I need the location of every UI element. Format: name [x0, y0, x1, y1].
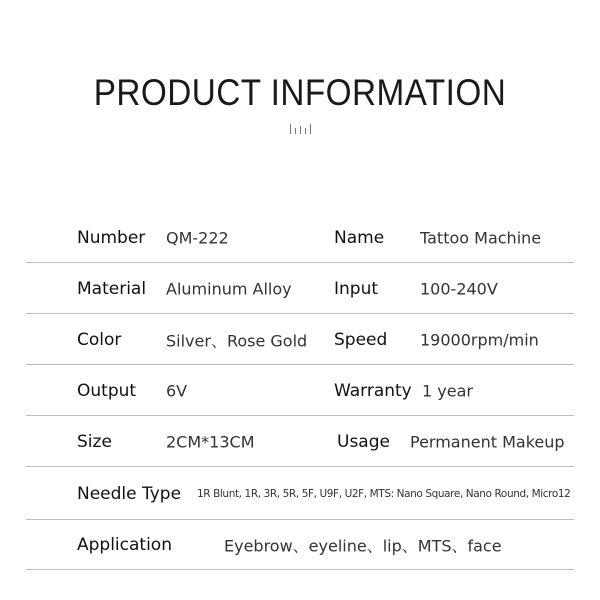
- spec-value: Silver、Rose Gold: [166, 331, 308, 350]
- spec-row-application: [26, 520, 574, 570]
- spec-value: QM-222: [166, 228, 229, 247]
- tick-mark: [295, 128, 296, 134]
- spec-value: 19000rpm/min: [420, 330, 539, 349]
- spec-label: Size: [77, 431, 112, 452]
- spec-label: Number: [77, 227, 146, 248]
- spec-row-output: [26, 365, 574, 416]
- spec-value: 1R Blunt, 1R, 3R, 5R, 5F, U9F, U2F, MTS: Nano Square, Nano Round, Micro12: [197, 487, 571, 500]
- spec-value: 100-240V: [420, 279, 498, 298]
- spec-value: 6V: [166, 381, 188, 400]
- spec-row-color: [26, 314, 574, 365]
- tick-mark: [305, 128, 306, 134]
- spec-label: Color: [77, 329, 122, 350]
- spec-label: Material: [77, 278, 147, 299]
- spec-value: Tattoo Machine: [420, 228, 542, 247]
- spec-label: Needle Type: [77, 483, 182, 504]
- spec-label: Warranty: [334, 380, 412, 401]
- spec-value: 2CM*13CM: [166, 432, 255, 451]
- spec-row-needle-type: [26, 467, 574, 520]
- spec-label: Input: [334, 278, 379, 299]
- spec-value: Permanent Makeup: [410, 432, 565, 451]
- spec-row-material: [26, 263, 574, 314]
- spec-label: Application: [77, 535, 172, 555]
- row-divider: [26, 569, 574, 570]
- spec-value: 1 year: [422, 381, 473, 400]
- spec-label: Name: [334, 227, 385, 248]
- spec-row-size: [26, 416, 574, 467]
- spec-label: Output: [77, 380, 137, 401]
- decorative-ruler-icon: [290, 124, 314, 134]
- spec-label: Speed: [334, 329, 388, 350]
- tick-mark: [300, 126, 301, 134]
- tick-mark: [290, 124, 291, 134]
- tick-mark: [310, 124, 311, 134]
- spec-row-number: [26, 212, 574, 263]
- spec-label: Usage: [337, 431, 390, 452]
- spec-value: Eyebrow、eyeline、lip、MTS、face: [224, 536, 502, 556]
- page-title: PRODUCT INFORMATION: [93, 72, 507, 113]
- spec-value: Aluminum Alloy: [166, 279, 292, 298]
